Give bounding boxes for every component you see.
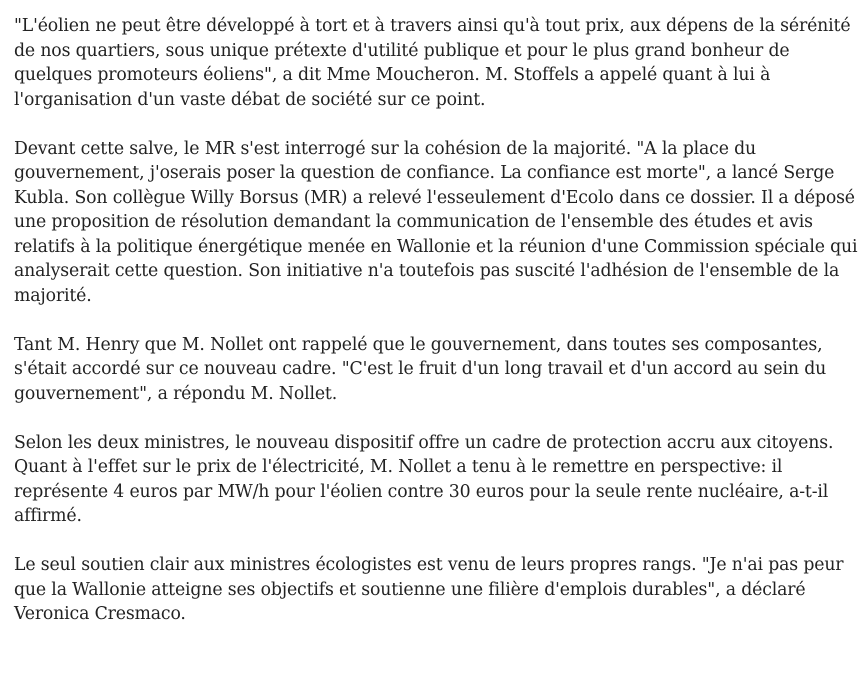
text-line: que la Wallonie atteigne ses objectifs et soutienne une filière d'emplois durables", a déclaré (14, 579, 806, 600)
text-line: affirmé. (14, 506, 82, 526)
text-line: Tant M. Henry que M. Nollet ont rappelé que le gouvernement, dans toutes ses composantes, (14, 334, 823, 355)
article-body (14, 14, 858, 627)
paragraph-eolien-quote (14, 14, 852, 112)
text-line: Selon les deux ministres, le nouveau dispositif offre un cadre de protection accru aux citoyens. (14, 432, 834, 453)
text-line: s'était accordé sur ce nouveau cadre. "C'est le fruit d'un long travail et d'un accord au sein du (14, 359, 827, 379)
text-line: Devant cette salve, le MR s'est interrogé sur la cohésion de la majorité. "A la place du (14, 138, 757, 159)
paragraph-ministers-position (14, 431, 852, 529)
text-line: "L'éolien ne peut être développé à tort et à travers ainsi qu'à tout prix, aux dépens de la sérénité (14, 16, 851, 36)
text-line: Veronica Cresmaco. (14, 604, 186, 624)
text-line: de nos quartiers, sous unique prétexte d'utilité publique et pour le plus grand bonheur de (14, 40, 790, 61)
text-line: gouvernement, j'oserais poser la question de confiance. La confiance est morte", a lancé Serge (14, 163, 835, 183)
text-line: Kubla. Son collègue Willy Borsus (MR) a relevé l'esseulement d'Ecolo dans ce dossier. Il a déposé (14, 187, 855, 208)
text-line: Quant à l'effet sur le prix de l'électricité, M. Nollet a tenu à le remettre en perspective: il (14, 457, 783, 477)
text-line: quelques promoteurs éoliens", a dit Mme Moucheron. M. Stoffels a appelé quant à lui à (14, 65, 771, 85)
paragraph-ecologist-support (14, 553, 852, 627)
text-line: relatifs à la politique énergétique menée en Wallonie et la réunion d'une Commission spéciale qui (14, 236, 858, 257)
paragraph-mr-reaction (14, 137, 858, 309)
text-line: analyserait cette question. Son initiative n'a toutefois pas suscité l'adhésion de l'ensemble de la (14, 261, 840, 281)
text-line: majorité. (14, 285, 92, 306)
text-line: l'organisation d'un vaste débat de société sur ce point. (14, 89, 486, 110)
text-line: gouvernement", a répondu M. Nollet. (14, 383, 338, 404)
text-line: Le seul soutien clair aux ministres écologistes est venu de leurs propres rangs. "Je n'ai pas peur (14, 555, 844, 575)
text-line: représente 4 euros par MW/h pour l'éolien contre 30 euros pour la seule rente nucléaire, a-t-il (14, 481, 829, 502)
paragraph-government-response (14, 333, 852, 407)
text-line: une proposition de résolution demandant la communication de l'ensemble des études et avis (14, 212, 813, 232)
